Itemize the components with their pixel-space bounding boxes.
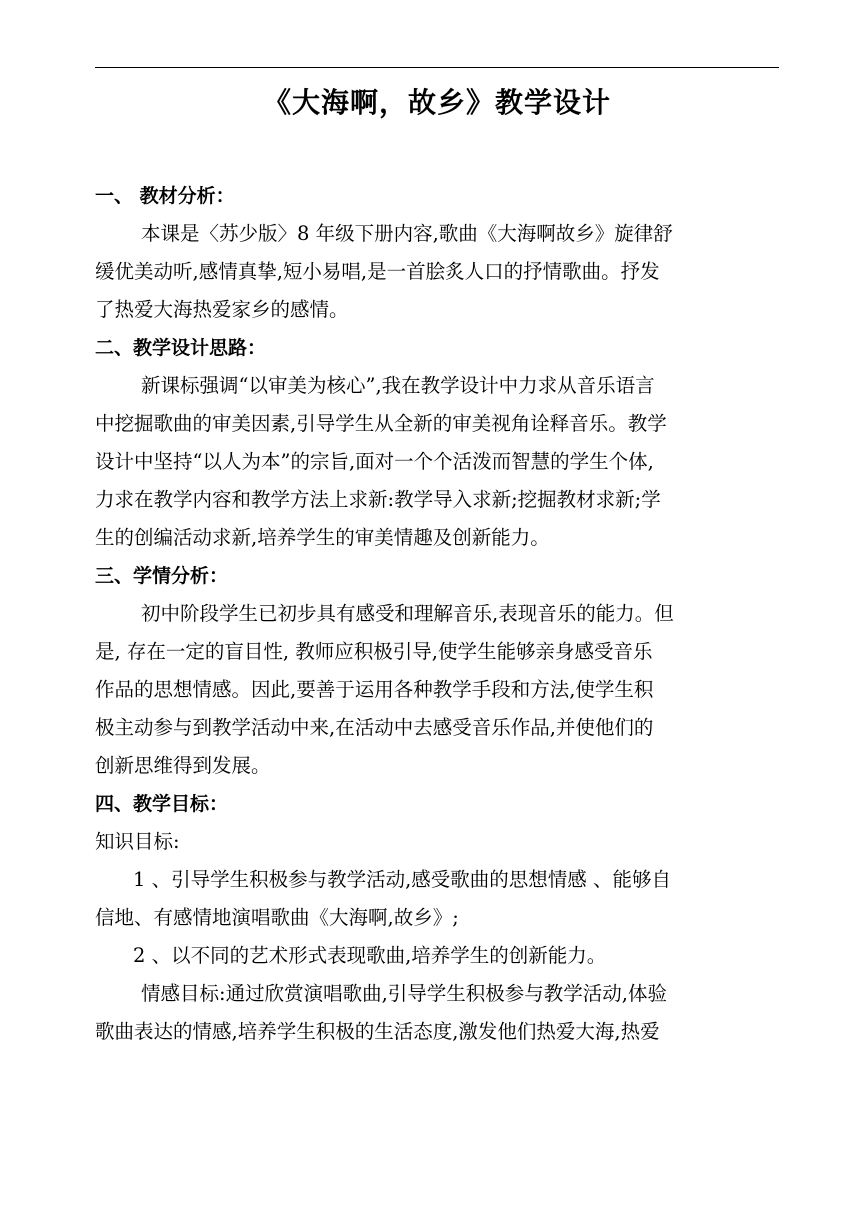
paragraph-line: 设计中坚持“以人为本”的宗旨,面对一个个活泼而智慧的学生个体, [95, 450, 654, 473]
document-body [95, 177, 779, 1051]
paragraph-line: 创新思维得到发展。 [95, 754, 271, 777]
paragraph-line: 是, 存在一定的盲目性, 教师应积极引导,使学生能够亲身感受音乐 [95, 640, 653, 663]
paragraph-line: 本课是〈苏少版〉8 年级下册内容,歌曲《大海啊故乡》旋律舒 [141, 222, 673, 245]
section-heading-textbook-analysis: 一、 教材分析： [95, 185, 235, 207]
paragraph-line: 信地、有感情地演唱歌曲《大海啊,故乡》; [95, 906, 459, 929]
paragraph-line: 作品的思想情感。因此,要善于运用各种教学手段和方法,使学生积 [95, 678, 654, 701]
header-rule [95, 67, 779, 68]
paragraph-line: 情感目标:通过欣赏演唱歌曲,引导学生积极参与教学活动,体验 [141, 982, 667, 1005]
paragraph-line: 缓优美动听,感情真挚,短小易唱,是一首脍炙人口的抒情歌曲。抒发 [95, 260, 660, 283]
paragraph-line: 极主动参与到教学活动中来,在活动中去感受音乐作品,并使他们的 [95, 716, 654, 739]
section-heading-student-analysis: 三、学情分析： [95, 565, 229, 587]
section-heading-teaching-goals: 四、教学目标： [95, 793, 229, 815]
paragraph-line: 中挖掘歌曲的审美因素,引导学生从全新的审美视角诠释音乐。教学 [95, 412, 667, 435]
section-heading-design-approach: 二、教学设计思路： [95, 337, 267, 359]
list-item: 1 、引导学生积极参与教学活动,感受歌曲的思想情感 、能够自 [133, 868, 672, 891]
paragraph-line: 生的创编活动求新,培养学生的审美情趣及创新能力。 [95, 526, 550, 549]
paragraph-line: 初中阶段学生已初步具有感受和理解音乐,表现音乐的能力。但 [141, 602, 674, 625]
document-title: 《大海啊，故乡》教学设计 [262, 86, 611, 119]
paragraph-line: 了热爱大海热爱家乡的感情。 [95, 298, 349, 321]
subheading-knowledge-goals: 知识目标: [95, 830, 180, 853]
list-item: 2 、以不同的艺术形式表现歌曲,培养学生的创新能力。 [133, 944, 607, 967]
paragraph-line: 歌曲表达的情感,培养学生积极的生活态度,激发他们热爱大海,热爱 [95, 1020, 660, 1043]
paragraph-line: 新课标强调“以审美为核心”,我在教学设计中力求从音乐语言 [141, 374, 655, 397]
paragraph-line: 力求在教学内容和教学方法上求新:教学导入求新;挖掘教材求新;学 [95, 488, 661, 511]
